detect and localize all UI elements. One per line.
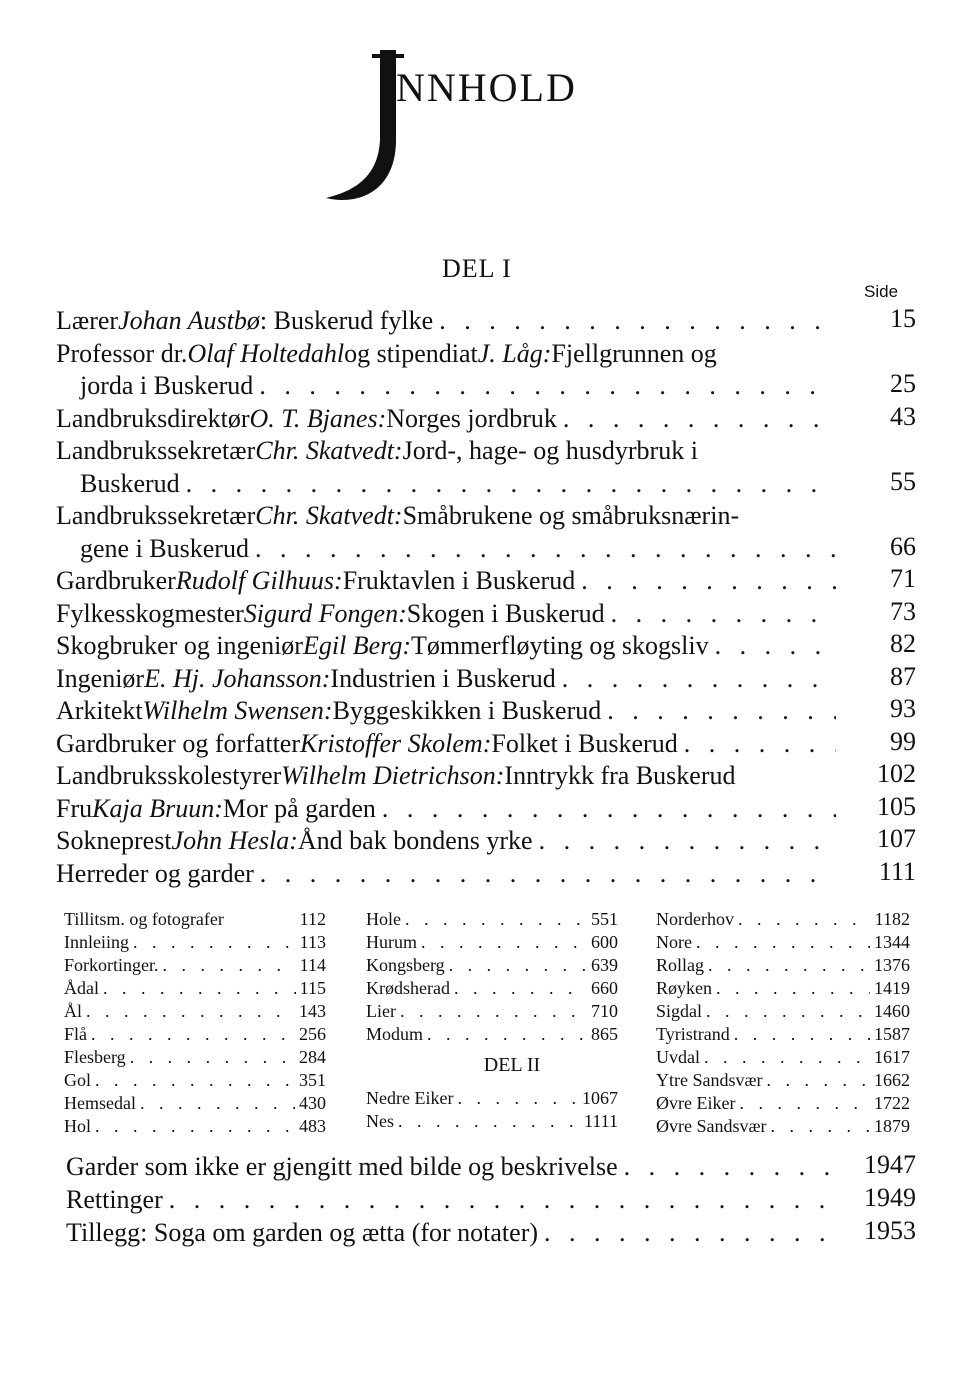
page-number: 99 xyxy=(890,726,916,756)
entry-text: Mor på garden xyxy=(222,793,376,823)
municipality-name: Ål xyxy=(64,1001,82,1021)
municipality-name: Innleiing xyxy=(64,932,129,952)
toc-entry xyxy=(56,598,916,631)
entry-text: Tømmerfløyting og skogsliv xyxy=(411,631,709,660)
page-number: 82 xyxy=(890,629,916,658)
toc-entry-line xyxy=(56,825,836,858)
dot-leader xyxy=(624,1150,836,1183)
entry-text: Skogen i Buskerud xyxy=(406,598,605,628)
toc-entry-line xyxy=(56,858,836,891)
entry-text: Fru xyxy=(56,793,93,823)
toc-entry-line xyxy=(56,760,836,793)
toc-entry xyxy=(56,858,916,891)
side-column-label: Side xyxy=(864,282,899,301)
toc-entry xyxy=(56,435,916,500)
author-name: Sigurd Fongen: xyxy=(243,598,407,628)
author-name: Kristoffer Skolem: xyxy=(300,728,492,758)
toc-entry xyxy=(56,728,916,761)
page-number: 102 xyxy=(877,759,916,788)
dot-leader xyxy=(439,305,836,338)
entry-text: Fruktavlen i Buskerud xyxy=(342,566,576,595)
page-number: 25 xyxy=(890,369,916,398)
entry-text: Herreder og garder xyxy=(56,858,254,888)
toc-entry-line xyxy=(56,598,836,631)
page-number: 256 xyxy=(299,1024,326,1044)
decorative-initial-j-icon xyxy=(320,20,640,220)
dot-leader xyxy=(259,370,836,403)
municipality-row xyxy=(64,1115,326,1138)
dot-leader xyxy=(140,1092,295,1115)
municipality-row xyxy=(656,931,910,954)
page-number: 111 xyxy=(878,856,916,886)
page-number: 483 xyxy=(299,1116,326,1136)
municipality-name: Norderhov xyxy=(656,909,734,929)
toc-entry-line xyxy=(56,403,836,436)
toc-entry xyxy=(56,760,916,793)
municipality-row xyxy=(64,1046,326,1069)
toc-entry xyxy=(66,1183,916,1216)
municipality-row xyxy=(366,954,618,977)
toc-entry xyxy=(56,630,916,663)
appendix-list xyxy=(66,1150,916,1249)
page-number: 15 xyxy=(890,304,916,333)
entry-text: Gardbruker xyxy=(56,566,176,595)
dot-leader xyxy=(186,468,836,501)
page-number: 1067 xyxy=(582,1088,618,1108)
dot-leader xyxy=(704,1046,870,1069)
author-name: Olaf Holtedahl xyxy=(187,338,345,368)
page-number: 1879 xyxy=(874,1116,910,1136)
author-name: Wilhelm Swensen: xyxy=(142,696,333,725)
entry-text: Gardbruker og forfatter xyxy=(56,728,300,758)
dot-leader xyxy=(103,977,296,1000)
entry-text: Folket i Buskerud xyxy=(491,728,678,758)
contents-list xyxy=(56,305,916,890)
dot-leader xyxy=(563,403,836,436)
municipality-name: Hemsedal xyxy=(64,1093,136,1113)
municipality-name: Lier xyxy=(366,1001,396,1021)
page-number: 1376 xyxy=(874,955,910,975)
page-number: 710 xyxy=(591,1001,618,1021)
toc-entry-line xyxy=(56,338,836,371)
page-number: 87 xyxy=(890,661,916,691)
municipality-row xyxy=(656,1046,910,1069)
dot-leader xyxy=(715,630,836,663)
author-name: E. Hj. Johansson: xyxy=(144,663,331,693)
municipality-row xyxy=(366,977,618,1000)
dot-leader xyxy=(539,825,836,858)
entry-text: og stipendiat xyxy=(344,338,478,368)
dot-leader xyxy=(454,977,587,1000)
entry-text: Landbrukssekretær xyxy=(56,501,256,530)
page-number: 115 xyxy=(299,978,326,998)
entry-text: Fylkesskogmester xyxy=(56,598,244,628)
toc-entry xyxy=(56,825,916,858)
entry-text: Buskerud xyxy=(80,468,180,498)
municipality-row xyxy=(366,1110,618,1133)
page-number: 1722 xyxy=(874,1093,910,1113)
page-number: 1344 xyxy=(874,932,910,952)
dot-leader xyxy=(398,1110,580,1133)
municipality-name: Nedre Eiker xyxy=(366,1088,454,1108)
dot-leader xyxy=(400,1000,587,1023)
entry-text: Landbruksskolestyrer xyxy=(56,761,282,790)
dot-leader xyxy=(133,931,296,954)
page-number: 114 xyxy=(299,955,326,975)
municipality-row xyxy=(64,954,326,977)
toc-entry-line xyxy=(56,565,836,598)
municipality-name: Krødsherad xyxy=(366,978,450,998)
municipality-row xyxy=(656,908,910,931)
part-one-heading: DEL I xyxy=(442,254,512,283)
municipality-column-1 xyxy=(64,908,326,1138)
municipality-name: Røyken xyxy=(656,978,712,998)
municipality-row xyxy=(64,1023,326,1046)
municipality-row xyxy=(64,977,326,1000)
dot-leader xyxy=(739,1092,870,1115)
page-number: 1953 xyxy=(864,1216,916,1245)
page-number: 1587 xyxy=(874,1024,910,1044)
dot-leader xyxy=(767,1069,871,1092)
author-name: O. T. Bjanes: xyxy=(249,403,387,433)
municipality-name: Ytre Sandsvær xyxy=(656,1070,763,1090)
entry-text: Jord-, hage- og husdyrbruk i xyxy=(402,436,698,465)
author-name: Wilhelm Dietrichson: xyxy=(281,761,505,790)
dot-leader xyxy=(611,598,836,631)
page-number: 430 xyxy=(299,1093,326,1113)
page-number: 71 xyxy=(890,564,916,593)
entry-text: Norges jordbruk xyxy=(386,403,557,433)
dot-leader xyxy=(86,1000,295,1023)
toc-entry-line xyxy=(56,370,836,403)
author-name: John Hesla: xyxy=(171,826,298,855)
municipality-name: Kongsberg xyxy=(366,955,445,975)
toc-entry xyxy=(66,1150,916,1183)
page-number: 1419 xyxy=(874,978,910,998)
entry-text: gene i Buskerud xyxy=(80,533,249,563)
dot-leader xyxy=(163,954,296,977)
toc-entry-line xyxy=(66,1150,836,1183)
dot-leader xyxy=(544,1216,836,1249)
page-number: 55 xyxy=(890,466,916,496)
dot-leader xyxy=(421,931,587,954)
municipality-row xyxy=(656,977,910,1000)
municipality-name: Flesberg xyxy=(64,1047,126,1067)
dot-leader xyxy=(771,1115,871,1138)
dot-leader xyxy=(95,1115,295,1138)
toc-entry-line xyxy=(56,500,836,533)
entry-text: Industrien i Buskerud xyxy=(330,663,556,693)
toc-entry-line xyxy=(56,663,836,696)
dot-leader xyxy=(562,663,836,696)
municipality-row xyxy=(366,908,618,931)
entry-text: Garder som ikke er gjengitt med bilde og beskrivelse xyxy=(66,1152,618,1181)
dot-leader xyxy=(734,1023,870,1046)
author-name: Chr. Skatvedt: xyxy=(255,436,403,465)
entry-text: Småbrukene og småbruksnærin- xyxy=(402,501,740,530)
toc-entry xyxy=(56,403,916,436)
municipality-name: Modum xyxy=(366,1024,424,1044)
entry-text: Tillegg: Soga om garden og ætta (for notater) xyxy=(66,1218,539,1247)
page-number: 113 xyxy=(299,932,326,952)
entry-text: Ingeniør xyxy=(56,663,145,693)
municipality-row xyxy=(366,1023,618,1046)
page-number: 551 xyxy=(591,909,618,929)
dot-leader xyxy=(607,695,836,728)
page-number: 1182 xyxy=(874,909,910,929)
municipality-name: Ådal xyxy=(64,978,99,998)
page-number: 1662 xyxy=(874,1070,910,1090)
page-number: 1460 xyxy=(874,1001,910,1021)
page-number: 660 xyxy=(591,978,618,998)
municipality-name: Flå xyxy=(64,1024,88,1044)
entry-text: Skogbruker og ingeniør xyxy=(56,631,303,660)
municipality-row xyxy=(64,1092,326,1115)
page-number: 143 xyxy=(299,1001,326,1021)
page-number: 600 xyxy=(591,932,618,952)
entry-text: Lærer xyxy=(56,306,119,335)
dot-leader xyxy=(684,728,836,761)
dot-leader xyxy=(696,931,870,954)
page-number: 639 xyxy=(591,955,618,975)
toc-entry xyxy=(56,695,916,728)
toc-entry xyxy=(56,663,916,696)
entry-text: Fjellgrunnen og xyxy=(551,338,717,368)
municipality-name: Uvdal xyxy=(656,1047,700,1067)
dot-leader xyxy=(95,1069,295,1092)
dot-leader xyxy=(405,908,587,931)
part-two-heading: DEL II xyxy=(483,1054,541,1076)
dot-leader xyxy=(449,954,587,977)
municipality-name: Gol xyxy=(64,1070,91,1090)
municipality-name: Nore xyxy=(656,932,692,952)
entry-text: Arkitekt xyxy=(56,696,143,725)
author-name: Johan Austbø xyxy=(118,306,260,335)
toc-entry-line xyxy=(56,305,836,338)
municipality-row xyxy=(64,931,326,954)
dot-leader xyxy=(708,954,870,977)
municipality-row xyxy=(656,1069,910,1092)
dot-leader xyxy=(169,1183,836,1216)
municipality-row xyxy=(64,1069,326,1092)
toc-entry-line xyxy=(66,1216,836,1249)
municipality-name: Øvre Eiker xyxy=(656,1093,736,1113)
municipality-name: Hurum xyxy=(366,932,417,952)
page-number: 105 xyxy=(877,791,916,821)
entry-text: Sokneprest xyxy=(56,826,172,855)
municipality-name: Hole xyxy=(366,909,401,929)
municipality-row xyxy=(656,1000,910,1023)
toc-entry xyxy=(66,1216,916,1249)
toc-entry xyxy=(56,565,916,598)
title-block xyxy=(320,20,640,220)
author-name: Kaja Bruun: xyxy=(92,793,223,823)
municipality-row xyxy=(366,1000,618,1023)
author-name: Rudolf Gilhuus: xyxy=(175,566,343,595)
entry-text: : Buskerud fylke xyxy=(259,306,434,335)
toc-entry xyxy=(56,793,916,826)
entry-text: Rettinger xyxy=(66,1185,163,1214)
page-number: 107 xyxy=(877,824,916,853)
municipality-index xyxy=(64,908,924,1158)
entry-text: jorda i Buskerud xyxy=(80,371,254,400)
toc-entry-line xyxy=(56,630,836,663)
page-number: 1111 xyxy=(584,1111,618,1131)
dot-leader xyxy=(427,1023,587,1046)
municipality-row xyxy=(64,908,326,931)
municipality-name: Rollag xyxy=(656,955,704,975)
dot-leader xyxy=(130,1046,295,1069)
dot-leader xyxy=(382,793,836,826)
author-name: Egil Berg: xyxy=(302,631,412,660)
toc-entry-line xyxy=(56,728,836,761)
page-number: 1947 xyxy=(864,1150,916,1179)
dot-leader xyxy=(716,977,870,1000)
toc-entry-line xyxy=(56,695,836,728)
toc-entry xyxy=(56,305,916,338)
toc-entry-line xyxy=(56,793,836,826)
entry-text: Professor dr. xyxy=(56,338,188,368)
municipality-column-3 xyxy=(656,908,910,1138)
municipality-name: Øvre Sandsvær xyxy=(656,1116,767,1136)
municipality-row xyxy=(656,1023,910,1046)
dot-leader xyxy=(706,1000,870,1023)
dot-leader xyxy=(91,1023,295,1046)
municipality-name: Tillitsm. og fotografer xyxy=(64,909,224,929)
municipality-row xyxy=(366,931,618,954)
toc-entry xyxy=(56,338,916,403)
author-name: J. Låg: xyxy=(477,338,552,368)
page-number: 93 xyxy=(890,694,916,723)
municipality-row xyxy=(64,1000,326,1023)
municipality-name: Sigdal xyxy=(656,1001,703,1021)
municipality-row xyxy=(366,1087,618,1110)
municipality-row xyxy=(656,954,910,977)
municipality-name: Nes xyxy=(366,1111,394,1131)
page-number: 43 xyxy=(890,401,916,431)
dot-leader xyxy=(581,565,836,598)
entry-text: Byggeskikken i Buskerud xyxy=(332,696,602,725)
page-number: 66 xyxy=(890,531,916,561)
municipality-name: Forkortinger. xyxy=(64,955,159,975)
page-number: 1949 xyxy=(864,1183,916,1212)
municipality-row xyxy=(656,1092,910,1115)
toc-entry-line xyxy=(56,435,836,468)
entry-text: Landbruksdirektør xyxy=(56,403,250,433)
toc-entry-line xyxy=(56,533,836,566)
dot-leader xyxy=(738,908,871,931)
municipality-row xyxy=(656,1115,910,1138)
page-number: 865 xyxy=(591,1024,618,1044)
page-number: 351 xyxy=(299,1070,326,1090)
dot-leader xyxy=(255,533,836,566)
entry-text: Ånd bak bondens yrke xyxy=(297,826,533,855)
entry-text: Inntrykk fra Buskerud xyxy=(504,761,736,790)
dot-leader xyxy=(260,858,836,891)
toc-entry-line xyxy=(66,1183,836,1216)
municipality-name: Hol xyxy=(64,1116,91,1136)
entry-text: Landbrukssekretær xyxy=(56,436,256,465)
page-number: 112 xyxy=(299,909,326,929)
toc-entry xyxy=(56,500,916,565)
municipality-name: Tyristrand xyxy=(656,1024,730,1044)
page-number: 73 xyxy=(890,596,916,626)
page-title: NNHOLD xyxy=(396,65,577,110)
page-number: 284 xyxy=(299,1047,326,1067)
toc-entry-line xyxy=(56,468,836,501)
page-number: 1617 xyxy=(874,1047,910,1067)
municipality-column-2 xyxy=(366,908,618,1133)
author-name: Chr. Skatvedt: xyxy=(255,501,403,530)
dot-leader xyxy=(457,1087,578,1110)
